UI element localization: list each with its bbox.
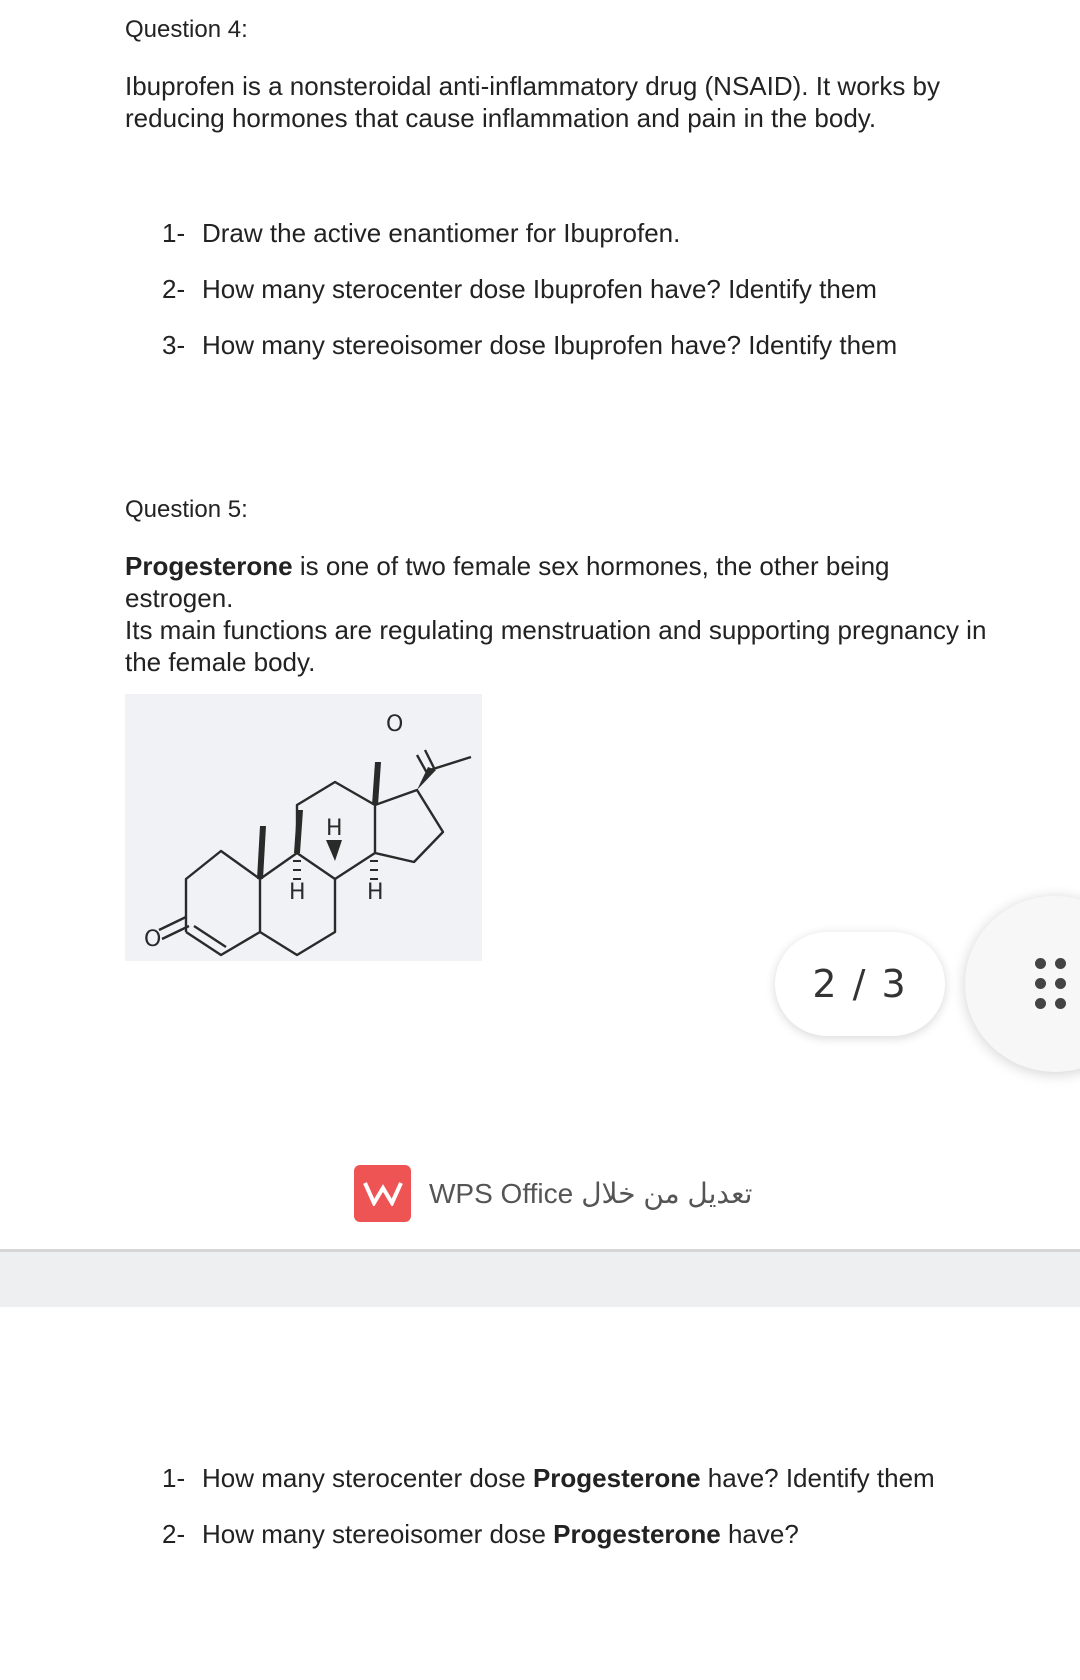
list-item: 2- How many sterocenter dose Ibuprofen have? Identify them	[162, 274, 877, 304]
wps-brand-text: WPS Office	[429, 1177, 574, 1209]
list-item: 1- Draw the active enantiomer for Ibuprofen.	[162, 218, 681, 248]
list-item: 1- How many sterocenter dose Progesterone have? Identify them	[162, 1463, 935, 1493]
list-item: 3- How many stereoisomer dose Ibuprofen have? Identify them	[162, 330, 898, 360]
wps-logo-icon	[354, 1165, 411, 1222]
question4-paragraph-line1: Ibuprofen is a nonsteroidal anti-inflammatory drug (NSAID). It works by	[125, 71, 941, 101]
wps-arabic-text: تعديل من خلال	[581, 1177, 753, 1209]
question5-paragraph: Progesterone is one of two female sex hormones, the other being estrogen. Its main functions are regulating menstruation and supporting pregnancy in the female body.	[125, 551, 987, 677]
progesterone-structure-drawing	[125, 694, 482, 961]
hydrogen-label-left: H	[289, 880, 306, 905]
question5-list	[162, 1450, 935, 1562]
question4-paragraph-line2: reducing hormones that cause inflammation and pain in the body.	[125, 103, 877, 133]
progesterone-structure	[125, 694, 482, 961]
progesterone-bold: Progesterone	[125, 551, 293, 581]
question4-paragraph	[125, 70, 1005, 134]
oxygen-label-top: O	[386, 712, 404, 737]
hydrogen-label-right: H	[367, 880, 384, 905]
hydrogen-label-top: H	[326, 816, 343, 841]
page-gap	[0, 1252, 1080, 1307]
question5-heading: Question 5:	[125, 496, 248, 523]
oxygen-label-left: O	[144, 927, 162, 952]
wps-footer[interactable]	[354, 1164, 752, 1222]
list-item: 2- How many stereoisomer dose Progesterone have?	[162, 1519, 799, 1549]
question4-list	[162, 205, 897, 373]
page-indicator[interactable]: 2 / 3	[775, 932, 945, 1036]
menu-dots-icon[interactable]	[1033, 956, 1073, 1012]
question4-heading: Question 4:	[125, 16, 248, 43]
